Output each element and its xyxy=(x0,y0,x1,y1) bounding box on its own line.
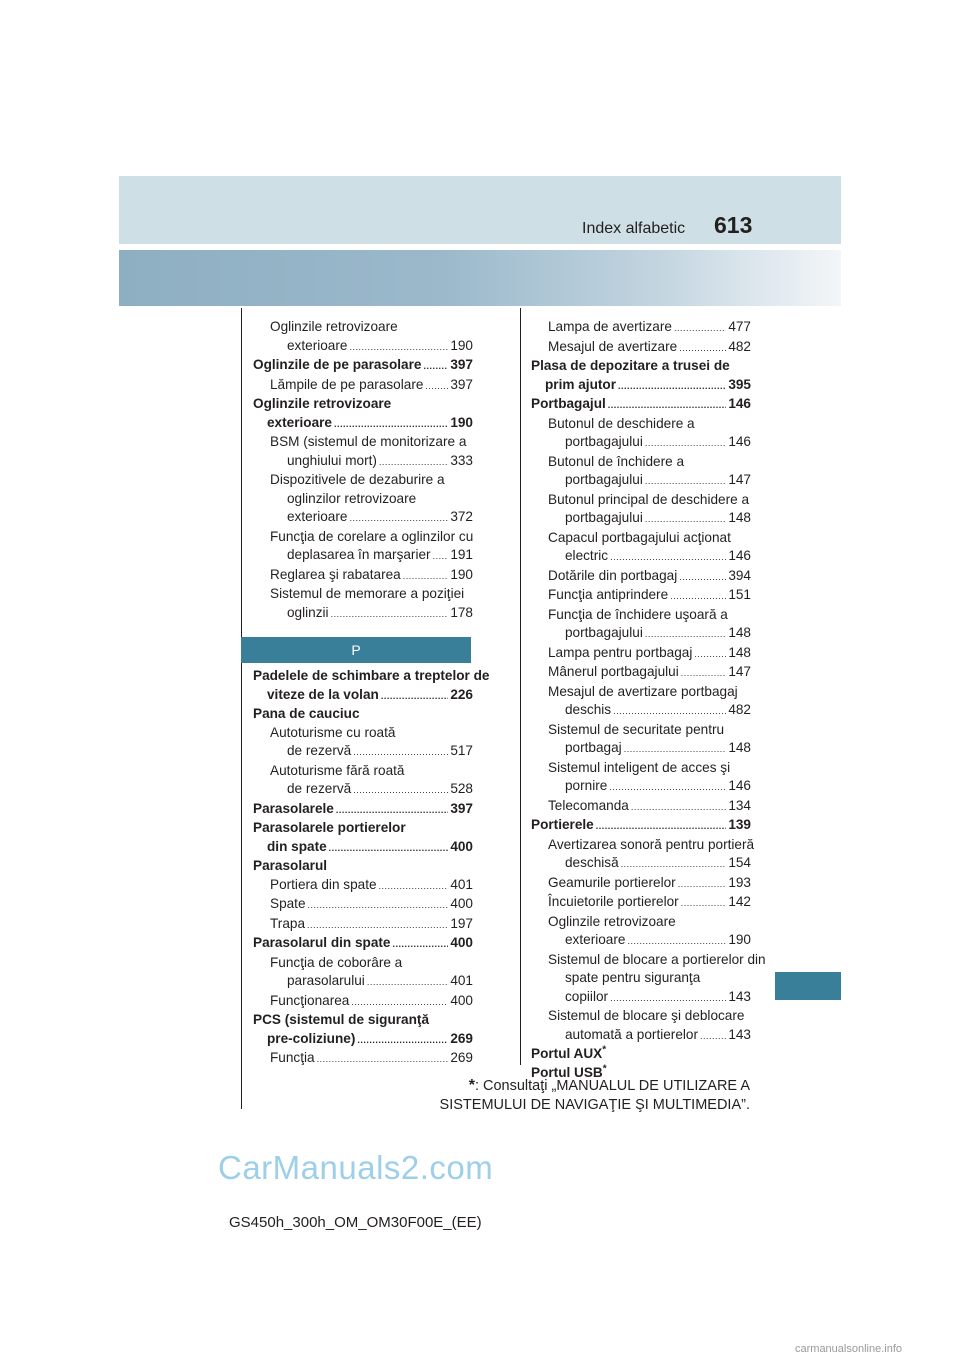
index-entry xyxy=(253,915,473,935)
index-entry xyxy=(253,992,473,1012)
column-divider-middle xyxy=(520,308,521,1065)
index-entry xyxy=(253,800,473,820)
leader-dots xyxy=(379,453,448,472)
index-page-ref[interactable]: 146 xyxy=(728,548,751,563)
index-page-ref[interactable]: 148 xyxy=(728,510,751,525)
index-page-ref[interactable]: 333 xyxy=(450,452,473,468)
index-entry xyxy=(253,934,473,954)
index-entry-text: Oglinzile retrovizoare xyxy=(270,319,398,334)
footnote-star-marker: * xyxy=(602,1062,607,1074)
leader-dots xyxy=(381,687,448,706)
index-entry-text: Funcţia de închidere uşoară a xyxy=(548,606,728,622)
index-page-ref[interactable]: 477 xyxy=(728,319,751,334)
index-entry-text: Portierele xyxy=(531,817,594,832)
index-page-ref[interactable]: 190 xyxy=(450,337,473,353)
index-entry xyxy=(253,471,473,528)
index-entry-text: Încuietorile portierelor xyxy=(548,894,679,909)
index-page-ref[interactable]: 193 xyxy=(728,874,751,890)
index-entry xyxy=(531,491,751,529)
index-entry-text: oglinzilor retrovizoare xyxy=(287,490,417,506)
index-entry-text: Lampa pentru portbagaj xyxy=(548,644,693,660)
leader-dots xyxy=(403,567,449,586)
index-page-ref[interactable]: 190 xyxy=(728,932,751,947)
index-page-ref[interactable]: 397 xyxy=(450,357,473,372)
index-entry-text: Dispozitivele de dezaburire a xyxy=(270,472,445,487)
index-entry-text: Parasolarele xyxy=(253,800,334,816)
index-entry xyxy=(253,1049,473,1069)
index-entry-text: Lampa de avertizare xyxy=(548,319,672,334)
index-entry-text: exterioare xyxy=(287,337,348,353)
index-entry xyxy=(253,376,473,396)
leader-dots xyxy=(433,547,449,566)
leader-dots xyxy=(678,875,727,894)
index-entry-text: Butonul de închidere a xyxy=(548,453,685,469)
index-entry-text: Pana de cauciuc xyxy=(253,706,360,721)
leader-dots xyxy=(681,894,727,913)
leader-dots xyxy=(700,1027,726,1046)
footnote-line-1: : Consultaţi „MANUALUL DE UTILIZARE A xyxy=(474,1078,750,1094)
index-entry xyxy=(253,954,473,992)
page-title: Index alfabetic xyxy=(582,220,686,237)
index-entry-text: Sistemul de memorare a poziţiei xyxy=(270,586,465,601)
index-page-ref[interactable]: 134 xyxy=(728,797,751,813)
index-entry-text: Portul USB xyxy=(531,1064,603,1080)
leader-dots xyxy=(367,973,448,992)
leader-dots xyxy=(351,993,448,1012)
index-entry-text: deschis xyxy=(565,702,612,717)
index-entry-text: Dotările din portbagaj xyxy=(548,567,678,583)
leader-dots xyxy=(349,509,448,528)
index-entry-text: BSM (sistemul de monitorizare a xyxy=(270,434,467,449)
index-entry-text: Sistemul de blocare a portierelor din xyxy=(548,951,766,967)
index-entry xyxy=(531,529,751,567)
leader-dots xyxy=(308,896,449,915)
index-page-ref[interactable]: 401 xyxy=(450,973,473,988)
index-page-ref[interactable]: 148 xyxy=(728,644,751,660)
leader-dots xyxy=(681,664,727,683)
index-entry-text: portbagajului xyxy=(565,510,643,525)
index-page-ref[interactable]: 148 xyxy=(728,740,751,755)
index-page-ref[interactable]: 154 xyxy=(728,855,751,870)
footnote-star-marker: * xyxy=(602,1044,607,1056)
leader-dots xyxy=(624,740,727,759)
leader-dots xyxy=(645,625,726,644)
leader-dots xyxy=(645,510,726,529)
chapter-side-tab xyxy=(775,972,841,1000)
index-page-ref[interactable]: 400 xyxy=(450,896,473,911)
index-page-ref[interactable]: 401 xyxy=(450,876,473,892)
footnote-line-2: SISTEMULUI DE NAVIGAŢIE ŞI MULTIMEDIA”. xyxy=(439,1097,750,1113)
index-entry xyxy=(531,836,755,874)
leader-dots xyxy=(610,548,726,567)
index-entry-text: Funcţionarea xyxy=(270,992,350,1008)
index-entry-text: Plasa de depozitare a trusei de xyxy=(531,358,730,373)
watermark-logo: CarManuals2.com xyxy=(218,1149,494,1186)
index-entry-text: Padelele de schimbare a treptelor de xyxy=(253,668,490,683)
leader-dots xyxy=(645,434,726,453)
index-entry xyxy=(253,395,473,433)
index-entry-text: automată a portierelor xyxy=(565,1026,698,1042)
index-entry-text: pre-coliziune) xyxy=(267,1030,356,1046)
index-page-ref[interactable]: 146 xyxy=(728,434,751,449)
index-entry-text: viteze de la volan xyxy=(267,686,379,702)
index-entry-text: deplasarea în marşarier xyxy=(287,547,431,562)
leader-dots xyxy=(621,855,727,874)
index-entry-text: unghiului mort) xyxy=(287,452,377,468)
leader-dots xyxy=(694,645,726,664)
index-entry-text: Autoturisme cu roată xyxy=(270,724,396,740)
index-entry xyxy=(531,797,751,817)
index-entry xyxy=(531,683,751,721)
index-entry xyxy=(253,857,473,876)
index-page-ref[interactable]: 395 xyxy=(728,376,751,392)
page-number: 613 xyxy=(714,212,753,238)
index-entry-text: Lămpile de pe parasolare xyxy=(270,376,424,392)
leader-dots xyxy=(610,989,726,1008)
index-entry-text: parasolarului xyxy=(287,973,365,988)
index-page-ref[interactable]: 482 xyxy=(728,338,751,354)
index-entry-text: portbagajului xyxy=(565,472,643,487)
index-entry-text: Funcţia de corelare a oglinzilor cu xyxy=(270,528,474,544)
index-entry xyxy=(253,667,490,705)
column-divider-left xyxy=(241,308,242,1109)
index-entry-text: portbagaj xyxy=(565,740,622,755)
index-entry xyxy=(531,913,751,951)
index-entry-text: electric xyxy=(565,548,609,563)
index-entry-text: Autoturisme fără roată xyxy=(270,762,405,778)
leader-dots xyxy=(645,472,726,491)
index-entry xyxy=(253,1011,473,1049)
index-entry-text: Portiera din spate xyxy=(270,876,377,892)
index-page-ref[interactable]: 147 xyxy=(728,472,751,487)
index-entry xyxy=(531,759,751,797)
index-page-ref[interactable]: 178 xyxy=(450,604,473,620)
index-entry xyxy=(531,951,766,1008)
index-entry-text: Geamurile portierelor xyxy=(548,874,676,890)
leader-dots xyxy=(334,415,448,434)
leader-dots xyxy=(627,932,726,951)
leader-dots xyxy=(353,781,448,800)
index-entry-text: exterioare xyxy=(565,932,626,947)
index-page-ref[interactable]: 400 xyxy=(450,838,473,854)
index-entry xyxy=(531,874,751,894)
index-page-ref[interactable]: 394 xyxy=(728,567,751,583)
index-entry xyxy=(531,721,751,759)
index-page-ref[interactable]: 191 xyxy=(450,547,473,562)
leader-dots xyxy=(349,338,448,357)
index-entry xyxy=(253,762,473,800)
leader-dots xyxy=(353,743,448,762)
index-entry-text: Butonul principal de deschidere a xyxy=(548,491,750,507)
leader-dots xyxy=(608,396,727,415)
index-page-ref[interactable]: 142 xyxy=(728,894,751,909)
leader-dots xyxy=(631,798,726,817)
index-page-ref[interactable]: 147 xyxy=(728,664,751,679)
leader-dots xyxy=(329,839,449,858)
index-entry xyxy=(531,318,751,338)
index-entry xyxy=(531,893,751,913)
index-entry-text: Mesajul de avertizare xyxy=(548,338,678,354)
leader-dots xyxy=(674,319,726,338)
leader-dots xyxy=(596,817,727,836)
index-entry-text: Funcţia antiprindere xyxy=(548,587,669,602)
index-column-left-top xyxy=(253,318,473,623)
index-page-ref[interactable]: 143 xyxy=(728,1026,751,1042)
index-entry-text: Mesajul de avertizare portbagaj xyxy=(548,683,738,699)
leader-dots xyxy=(613,702,726,721)
footnote-star: * xyxy=(468,1077,475,1094)
index-entry xyxy=(253,876,473,896)
index-entry xyxy=(531,567,751,587)
index-entry-text: Spate xyxy=(270,896,306,911)
index-entry-text: Sistemul de blocare şi deblocare xyxy=(548,1008,745,1023)
index-entry-text: Reglarea şi rabatarea xyxy=(270,566,401,582)
index-page-ref[interactable]: 146 xyxy=(728,396,751,411)
index-entry xyxy=(531,1007,751,1045)
index-page-ref[interactable]: 517 xyxy=(450,743,473,758)
leader-dots xyxy=(317,1050,449,1069)
index-entry xyxy=(253,433,473,471)
leader-dots xyxy=(393,935,449,954)
index-page-ref[interactable]: 400 xyxy=(450,935,473,950)
index-entry-text: din spate xyxy=(267,838,327,854)
index-entry-text: Parasolarul din spate xyxy=(253,935,391,950)
leader-dots xyxy=(618,377,726,396)
leader-dots xyxy=(357,1031,448,1050)
index-entry-text: copiilor xyxy=(565,988,609,1004)
index-entry-text: Butonul de deschidere a xyxy=(548,415,695,431)
index-page-ref[interactable]: 143 xyxy=(728,988,751,1004)
index-entry xyxy=(253,895,473,915)
index-entry xyxy=(531,1045,751,1064)
index-entry-text: Sistemul inteligent de acces şi xyxy=(548,759,731,775)
section-letter-header: P xyxy=(241,637,471,663)
index-entry-text: Funcţia xyxy=(270,1050,315,1065)
leader-dots xyxy=(379,877,449,896)
header-gradient-band xyxy=(119,250,841,306)
index-entry-text: Trapa xyxy=(270,915,306,931)
index-entry-text: Portbagajul xyxy=(531,396,606,411)
index-entry xyxy=(531,357,751,395)
index-entry-text: portbagajului xyxy=(565,625,643,640)
leader-dots xyxy=(423,357,448,376)
index-column-left-bottom xyxy=(253,667,490,1069)
index-entry-text: Capacul portbagajului acţionat xyxy=(548,529,731,545)
index-page-ref[interactable]: 139 xyxy=(728,817,751,832)
index-entry xyxy=(253,528,473,566)
index-entry xyxy=(531,663,751,683)
index-page-ref[interactable]: 226 xyxy=(450,686,473,702)
document-code: GS450h_300h_OM_OM30F00E_(EE) xyxy=(229,1214,482,1231)
index-page-ref[interactable]: 269 xyxy=(450,1030,473,1046)
index-page-ref[interactable]: 269 xyxy=(450,1050,473,1065)
index-entry xyxy=(253,356,473,376)
index-page-ref[interactable]: 148 xyxy=(728,625,751,640)
index-entry xyxy=(531,586,751,606)
index-entry-text: Oglinzile de pe parasolare xyxy=(253,357,422,372)
index-entry-text: Funcţia de coborâre a xyxy=(270,954,403,970)
index-entry xyxy=(531,395,751,415)
index-page-ref[interactable]: 528 xyxy=(450,781,473,796)
index-entry-text: Portul AUX xyxy=(531,1046,603,1061)
index-entry-text: de rezervă xyxy=(287,781,352,796)
leader-dots xyxy=(670,587,726,606)
footnote xyxy=(400,1076,750,1115)
index-page-ref[interactable]: 151 xyxy=(728,587,751,602)
index-page-ref[interactable]: 397 xyxy=(450,376,473,392)
index-entry xyxy=(531,415,751,453)
leader-dots xyxy=(307,916,448,935)
index-entry-text: exterioare xyxy=(287,509,348,524)
index-entry-text: prim ajutor xyxy=(545,376,616,392)
index-page-ref[interactable]: 146 xyxy=(728,778,751,793)
leader-dots xyxy=(331,605,449,624)
leader-dots xyxy=(425,377,448,396)
index-page-ref[interactable]: 190 xyxy=(450,414,473,430)
index-entry xyxy=(253,566,473,586)
index-page-ref[interactable]: 482 xyxy=(728,702,751,717)
index-entry xyxy=(531,816,751,836)
index-page-ref[interactable]: 397 xyxy=(450,800,473,816)
index-entry-text: pornire xyxy=(565,778,608,793)
leader-dots xyxy=(336,801,448,820)
index-entry xyxy=(253,724,473,762)
index-entry xyxy=(253,585,473,623)
index-entry-text: Avertizarea sonoră pentru portieră xyxy=(548,836,755,852)
index-entry-text: PCS (sistemul de siguranţă xyxy=(253,1012,430,1027)
index-entry-text: spate pentru siguranţa xyxy=(565,970,701,985)
index-entry-text: portbagajului xyxy=(565,434,643,449)
index-entry-text: Telecomanda xyxy=(548,797,629,813)
index-column-right xyxy=(531,318,766,1082)
index-page-ref[interactable]: 190 xyxy=(450,566,473,582)
index-page-ref[interactable]: 197 xyxy=(450,915,473,931)
index-entry-text: Oglinzile retrovizoare xyxy=(548,913,676,929)
leader-dots xyxy=(609,778,726,797)
leader-dots xyxy=(679,568,726,587)
index-entry xyxy=(531,338,751,358)
index-entry-text: exterioare xyxy=(267,414,332,430)
index-entry xyxy=(253,819,473,857)
bottom-watermark: carmanualsonline.info xyxy=(795,1343,903,1355)
index-entry xyxy=(531,453,751,491)
index-entry-text: deschisă xyxy=(565,855,619,870)
index-entry-text: de rezervă xyxy=(287,743,352,758)
index-entry-text: Mânerul portbagajului xyxy=(548,664,679,679)
leader-dots xyxy=(679,339,726,358)
index-entry xyxy=(531,606,751,644)
index-entry-text: Parasolarele portierelor xyxy=(253,820,406,835)
index-entry-text: Sistemul de securitate pentru xyxy=(548,721,725,737)
index-entry xyxy=(531,644,751,664)
index-entry-text: oglinzii xyxy=(287,604,329,620)
index-page-ref[interactable]: 372 xyxy=(450,509,473,524)
index-entry-text: Oglinzile retrovizoare xyxy=(253,396,392,411)
index-entry-text: Parasolarul xyxy=(253,858,328,873)
index-entry xyxy=(253,705,473,724)
index-entry xyxy=(253,318,473,356)
index-page-ref[interactable]: 400 xyxy=(450,992,473,1008)
